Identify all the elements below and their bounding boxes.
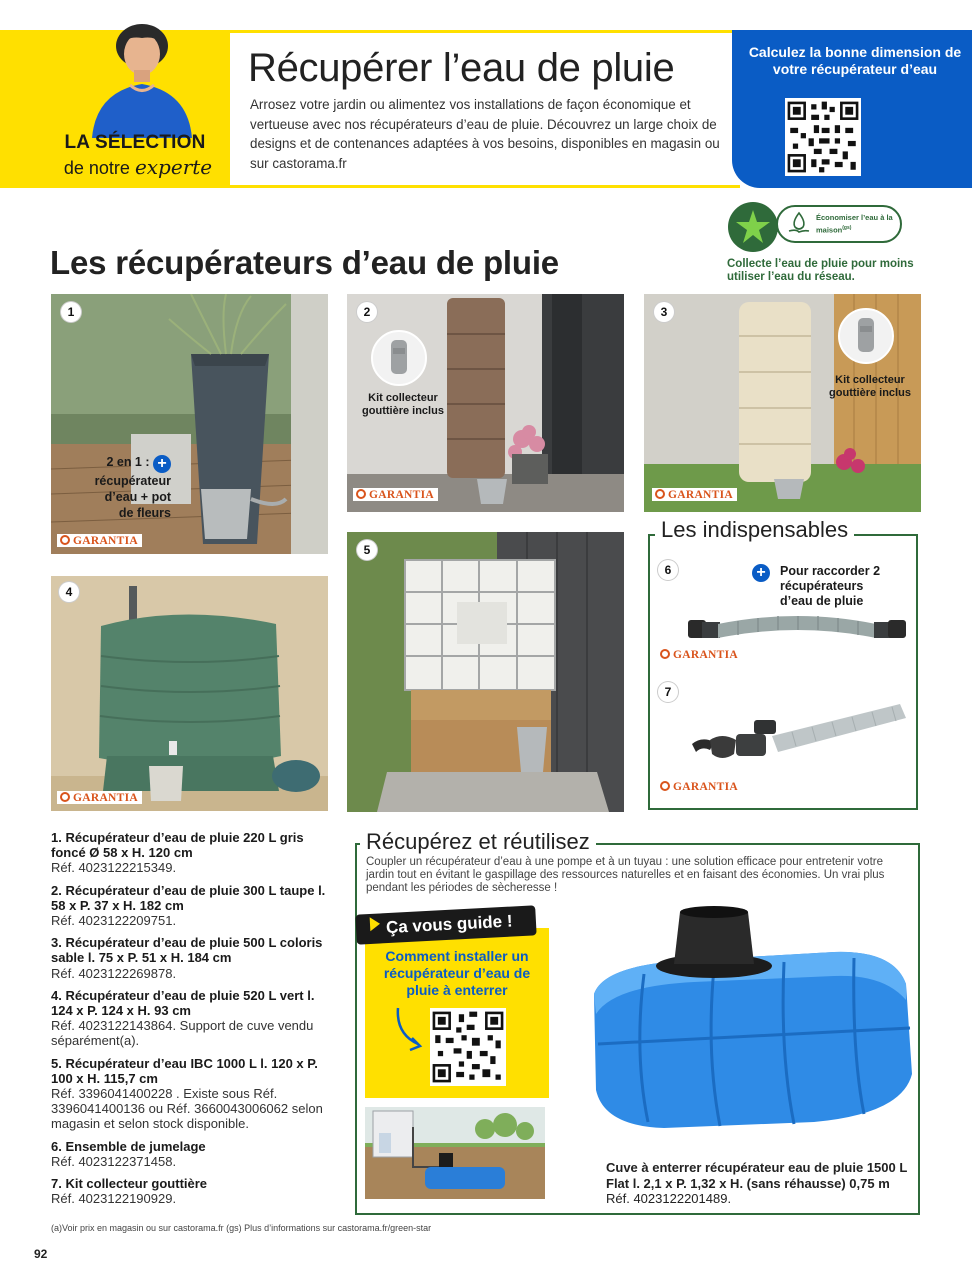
reuse-text: Coupler un récupérateur d’eau à une pompe et à un tuyau : une solution efficace pour entretenir votre jardin tout en évitant le gaspillage des ressources naturelles et en faisant des économies. Un vrai plus pendant les périodes de sècheresse ! <box>366 856 885 894</box>
garantia-badge: GARANTIA <box>353 488 438 501</box>
kit-collecteur-circle <box>838 308 894 364</box>
product-ref: Réf. 4023122269878. <box>51 965 177 981</box>
garantia-badge: GARANTIA <box>657 780 742 793</box>
green-star-caption: Collecte l’eau de pluie pour moins utiliser l’eau du réseau. <box>727 258 914 283</box>
garantia-badge: GARANTIA <box>57 791 142 804</box>
indispensables-title: Les indispensables <box>655 517 854 543</box>
product-entry-6 <box>51 1139 336 1169</box>
section-title: Les récupérateurs d’eau de pluie <box>50 244 559 281</box>
garantia-icon <box>660 649 670 659</box>
product-entry-2 <box>51 883 336 929</box>
callout-2-en-1: 2 en 1 : + récupérateur d’eau + pot de fleurs <box>94 455 171 520</box>
product-ref: Réf. 4023122209751. <box>51 913 177 929</box>
cuve-caption <box>606 1160 916 1207</box>
footnote: (a)Voir prix en magasin ou sur castorama.fr (gs) Plus d’informations sur castorama.fr/green-star <box>51 1223 432 1233</box>
product-card-1[interactable] <box>51 294 328 554</box>
gutter-collector-icon <box>373 332 425 384</box>
calculator-title: Calculez la bonne dimension de votre récupérateur d’eau <box>748 44 962 77</box>
coupling-hose-image <box>688 604 906 654</box>
product-number-badge: 3 <box>654 302 674 322</box>
qr-code-icon[interactable] <box>430 1008 506 1086</box>
garantia-badge: GARANTIA <box>652 488 737 501</box>
cuve-ref: Réf. 4023122201489. <box>606 1191 732 1206</box>
product-entry-1 <box>51 830 336 876</box>
plus-icon: + <box>752 562 772 582</box>
qr-code-icon[interactable] <box>785 98 861 176</box>
garantia-icon <box>660 781 670 791</box>
green-star-logo <box>728 202 778 252</box>
water-drop-hand-icon <box>784 209 814 239</box>
product-ref: Réf. 4023122143864. Support de cuve vendu séparément(a). <box>51 1018 314 1049</box>
product-number-badge: 5 <box>357 540 377 560</box>
product-name: 3. Récupérateur d’eau de pluie 500 L coloris sable l. 75 x P. 51 x H. 184 cm <box>51 935 323 966</box>
plus-icon: + <box>153 455 171 473</box>
product-entry-3 <box>51 935 336 981</box>
product-entry-7 <box>51 1176 336 1206</box>
star-icon <box>728 202 778 252</box>
page-header <box>0 0 972 190</box>
product-number-badge: 6 <box>658 560 678 580</box>
product-number-badge: 4 <box>59 582 79 602</box>
product-ref: Réf. 4023122215349. <box>51 860 177 876</box>
garantia-icon <box>356 489 366 499</box>
gutter-kit-image <box>692 696 906 776</box>
play-arrow-icon <box>370 917 381 932</box>
product-entry-5 <box>51 1056 336 1132</box>
garantia-icon <box>60 535 70 545</box>
selection-italic: experte <box>134 155 213 179</box>
garantia-icon <box>60 792 70 802</box>
intro-text: Arrosez votre jardin ou alimentez vos installations de façon économique et vertueuse avec nos récupérateurs d’eau de pluie. Découvrez un large choix de designs et de contenances adaptées à vos besoins, disponibles en magasin ou sur castorama.fr <box>250 97 720 171</box>
installation-diagram-image <box>365 1107 545 1199</box>
gutter-collector-icon <box>840 310 892 362</box>
garantia-badge: GARANTIA <box>657 648 742 661</box>
product-name: 7. Kit collecteur gouttière <box>51 1176 208 1192</box>
product-number-badge: 7 <box>658 682 678 702</box>
product-name: 5. Récupérateur d’eau IBC 1000 L l. 120 x P. 100 x H. 115,7 cm <box>51 1055 318 1086</box>
product-name: 2. Récupérateur d’eau de pluie 300 L taupe l. 58 x P. 37 x H. 182 cm <box>51 882 326 913</box>
product-ref: Réf. 4023122371458. <box>51 1153 177 1169</box>
product-card-3[interactable] <box>644 294 921 512</box>
selection-subtitle <box>58 155 218 179</box>
garantia-badge: GARANTIA <box>57 534 142 547</box>
kit-collecteur-circle <box>371 330 427 386</box>
product-entry-4 <box>51 988 336 1049</box>
item6-callout: Pour raccorder 2 récupérateurs d’eau de pluie <box>780 564 881 608</box>
guide-text: Comment installer un récupérateur d’eau de pluie à enterrer <box>383 948 531 998</box>
curved-arrow-icon <box>392 1004 428 1054</box>
cuve-name: Cuve à enterrer récupérateur eau de pluie 1500 L Flat l. 2,1 x P. 1,32 x H. (sans réhausse) 0,75 m <box>606 1160 908 1191</box>
page-number: 92 <box>34 1247 48 1261</box>
product-number-badge: 2 <box>357 302 377 322</box>
product-name: 1. Récupérateur d’eau de pluie 220 L gris foncé Ø 58 x H. 120 cm <box>51 830 304 861</box>
expert-photo <box>82 8 202 138</box>
product-photo-4 <box>51 576 328 811</box>
product-card-4[interactable] <box>51 576 328 811</box>
kit-collecteur-label: Kit collecteur gouttière inclus <box>362 392 444 417</box>
green-star-pill-text: Économiser l’eau à la maison$^{(gs)}$ <box>816 213 893 235</box>
kit-collecteur-label: Kit collecteur gouttière inclus <box>829 374 911 399</box>
product-name: 6. Ensemble de jumelage <box>51 1138 206 1154</box>
product-card-5[interactable] <box>347 532 624 812</box>
product-number-badge: 1 <box>61 302 81 322</box>
page-title: Récupérer l’eau de pluie <box>248 46 675 90</box>
product-ref: Réf. 4023122190929. <box>51 1191 177 1207</box>
selection-title: LA SÉLECTION <box>64 132 206 153</box>
product-ref: Réf. 3396041400228 . Existe sous Réf. 3396041400136 ou Réf. 3660043006062 selon magasin et selon stock disponible. <box>51 1086 323 1132</box>
reuse-title: Récupérez et réutilisez <box>360 829 596 855</box>
product-name: 4. Récupérateur d’eau de pluie 520 L vert l. 124 x P. 124 x H. 93 cm <box>51 987 315 1019</box>
underground-tank-image <box>584 904 918 1154</box>
garantia-icon <box>655 489 665 499</box>
product-list <box>51 830 336 1213</box>
selection-prefix: de notre <box>63 158 130 178</box>
product-photo-5 <box>347 532 624 812</box>
product-card-2[interactable] <box>347 294 624 512</box>
guide-badge: Ça vous guide ! <box>355 905 536 944</box>
